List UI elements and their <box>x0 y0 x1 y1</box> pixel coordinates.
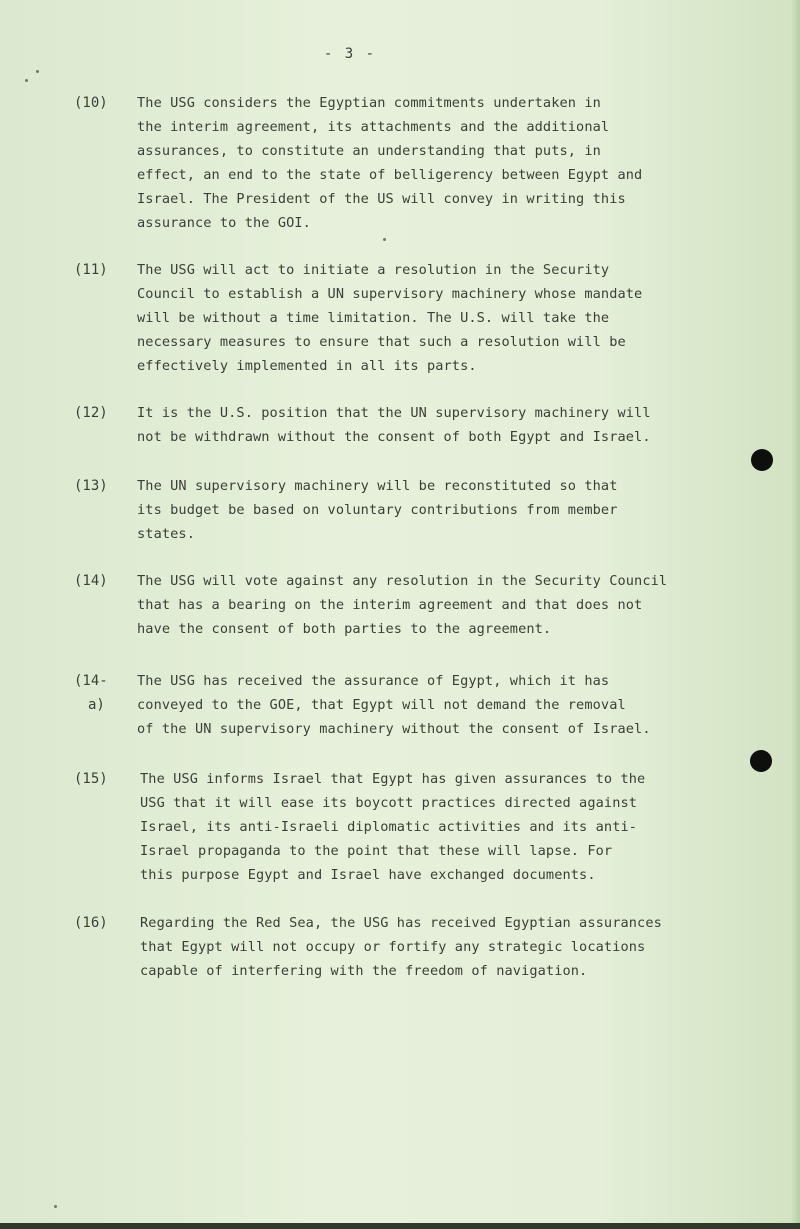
page-edge-shadow <box>792 0 800 1229</box>
paragraph-number: (13) <box>74 478 108 494</box>
scan-speck <box>54 1205 57 1208</box>
text-line: Council to establish a UN supervisory machinery whose mandate <box>137 286 643 302</box>
text-line: Israel. The President of the US will convey in writing this <box>137 191 626 207</box>
punch-hole <box>751 449 773 471</box>
paragraph-number: (12) <box>74 405 108 421</box>
paragraph-text <box>137 669 677 741</box>
scan-speck <box>36 70 39 73</box>
text-line: conveyed to the GOE, that Egypt will not demand the removal <box>137 697 626 713</box>
text-line: effectively implemented in all its parts. <box>137 358 477 374</box>
text-line: assurance to the GOI. <box>137 215 311 231</box>
scan-speck <box>25 79 28 82</box>
text-line: the interim agreement, its attachments and the additional <box>137 119 610 135</box>
paragraph-number-line2: a) <box>88 697 105 713</box>
paragraph-text <box>140 911 680 983</box>
text-line: necessary measures to ensure that such a resolution will be <box>137 334 626 350</box>
text-line: The USG considers the Egyptian commitments undertaken in <box>137 95 601 111</box>
paragraph-number-line1: (14- <box>74 673 108 689</box>
paragraph-number: (14) <box>74 573 108 589</box>
text-line: its budget be based on voluntary contributions from member <box>137 502 618 518</box>
text-line: capable of interfering with the freedom of navigation. <box>140 963 588 979</box>
paragraph-text <box>137 474 677 546</box>
paragraph-text <box>137 91 677 235</box>
paragraph-text <box>137 258 677 378</box>
text-line: will be without a time limitation. The U.S. will take the <box>137 310 610 326</box>
scan-speck <box>383 238 386 241</box>
text-line: Israel, its anti-Israeli diplomatic activities and its anti- <box>140 819 638 835</box>
text-line: The UN supervisory machinery will be reconstituted so that <box>137 478 618 494</box>
text-line: The USG will vote against any resolution in the Security Council <box>137 573 668 589</box>
text-line: of the UN supervisory machinery without the consent of Israel. <box>137 721 651 737</box>
text-line: that has a bearing on the interim agreement and that does not <box>137 597 643 613</box>
text-line: The USG will act to initiate a resolution in the Security <box>137 262 610 278</box>
punch-hole <box>750 750 772 772</box>
paragraph-text <box>137 401 677 449</box>
text-line: Israel propaganda to the point that these will lapse. For <box>140 843 613 859</box>
paragraph-number: (15) <box>74 771 108 787</box>
paragraph-number <box>74 669 134 717</box>
paragraph-number: (16) <box>74 915 108 931</box>
text-line: not be withdrawn without the consent of both Egypt and Israel. <box>137 429 651 445</box>
text-line: assurances, to constitute an understanding that puts, in <box>137 143 601 159</box>
text-line: this purpose Egypt and Israel have exchanged documents. <box>140 867 596 883</box>
paragraph-number: (11) <box>74 262 108 278</box>
paragraph-text <box>137 569 677 641</box>
text-line: states. <box>137 526 195 542</box>
text-line: Regarding the Red Sea, the USG has received Egyptian assurances <box>140 915 662 931</box>
text-line: The USG has received the assurance of Egypt, which it has <box>137 673 610 689</box>
text-line: The USG informs Israel that Egypt has given assurances to the <box>140 771 646 787</box>
scan-bottom-border <box>0 1223 800 1229</box>
text-line: USG that it will ease its boycott practices directed against <box>140 795 638 811</box>
paragraph-number: (10) <box>74 95 108 111</box>
text-line: that Egypt will not occupy or fortify any strategic locations <box>140 939 646 955</box>
text-line: effect, an end to the state of belligerency between Egypt and <box>137 167 643 183</box>
text-line: have the consent of both parties to the agreement. <box>137 621 552 637</box>
page-number: - 3 - <box>323 46 377 62</box>
text-line: It is the U.S. position that the UN supervisory machinery will <box>137 405 651 421</box>
paragraph-text <box>140 767 680 887</box>
